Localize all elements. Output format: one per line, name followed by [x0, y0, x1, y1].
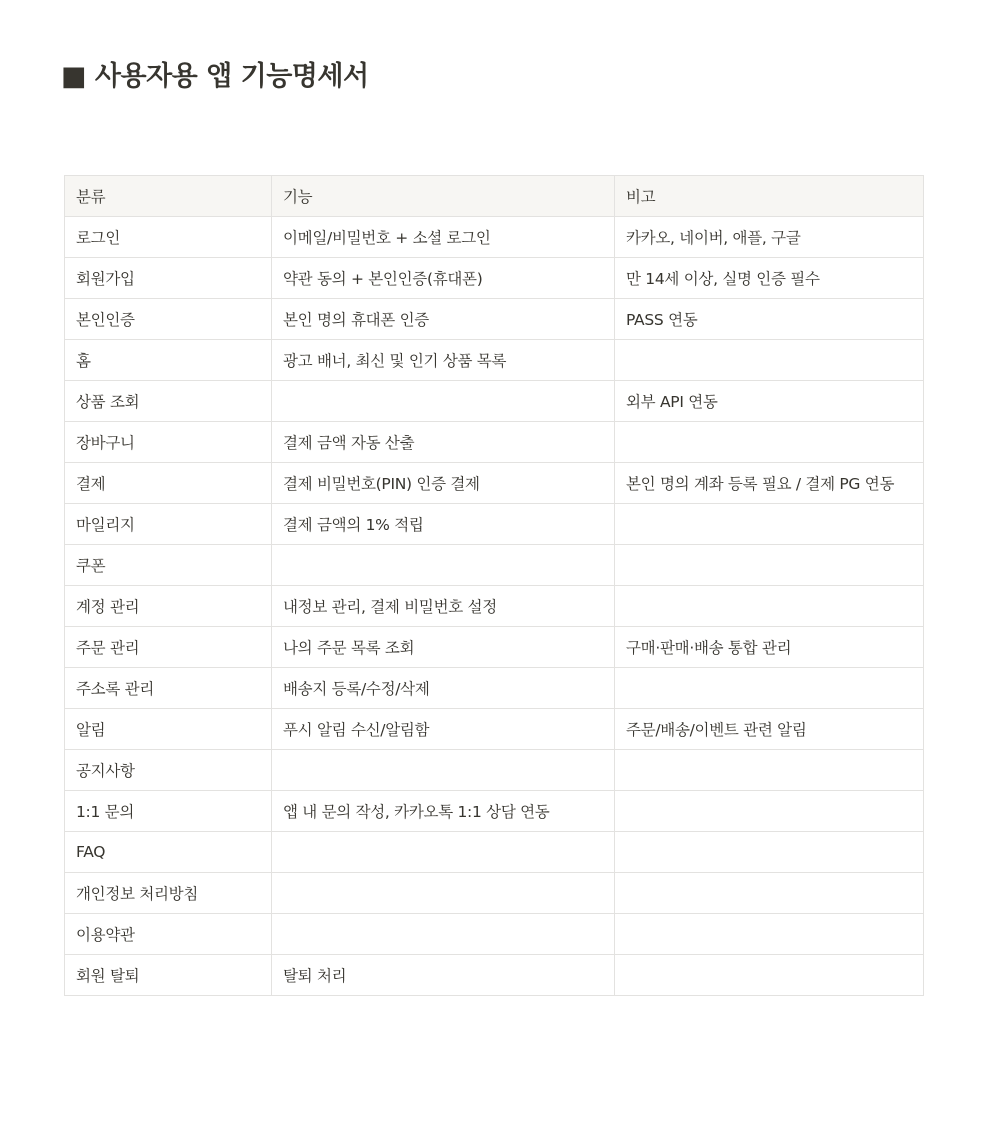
- cell-category: 주문 관리: [65, 627, 272, 668]
- cell-note: 카카오, 네이버, 애플, 구글: [615, 217, 924, 258]
- table-row: [65, 914, 924, 955]
- table-row: [65, 217, 924, 258]
- cell-category: 회원가입: [65, 258, 272, 299]
- cell-feature: 나의 주문 목록 조회: [272, 627, 615, 668]
- cell-note: [615, 832, 924, 873]
- cell-category: 1:1 문의: [65, 791, 272, 832]
- table-row: [65, 299, 924, 340]
- feature-spec-table: [64, 175, 924, 996]
- cell-category: 결제: [65, 463, 272, 504]
- cell-feature: 약관 동의 + 본인인증(휴대폰): [272, 258, 615, 299]
- table-row: [65, 381, 924, 422]
- cell-feature: 결제 금액 자동 산출: [272, 422, 615, 463]
- table-row: [65, 258, 924, 299]
- cell-note: [615, 914, 924, 955]
- cell-feature: 푸시 알림 수신/알림함: [272, 709, 615, 750]
- cell-category: FAQ: [65, 832, 272, 873]
- table-row: [65, 627, 924, 668]
- cell-note: 주문/배송/이벤트 관련 알림: [615, 709, 924, 750]
- header-note: 비고: [615, 176, 924, 217]
- cell-feature: 내정보 관리, 결제 비밀번호 설정: [272, 586, 615, 627]
- cell-note: [615, 750, 924, 791]
- cell-note: 본인 명의 계좌 등록 필요 / 결제 PG 연동: [615, 463, 924, 504]
- cell-note: [615, 545, 924, 586]
- cell-feature: [272, 750, 615, 791]
- cell-feature: 배송지 등록/수정/삭제: [272, 668, 615, 709]
- table-row: [65, 463, 924, 504]
- cell-feature: 결제 금액의 1% 적립: [272, 504, 615, 545]
- table-row: [65, 750, 924, 791]
- cell-feature: 광고 배너, 최신 및 인기 상품 목록: [272, 340, 615, 381]
- cell-note: 구매·판매·배송 통합 관리: [615, 627, 924, 668]
- cell-category: 계정 관리: [65, 586, 272, 627]
- cell-note: PASS 연동: [615, 299, 924, 340]
- cell-feature: 앱 내 문의 작성, 카카오톡 1:1 상담 연동: [272, 791, 615, 832]
- cell-feature: [272, 873, 615, 914]
- table-header-row: [65, 176, 924, 217]
- cell-note: [615, 422, 924, 463]
- cell-category: 주소록 관리: [65, 668, 272, 709]
- cell-note: [615, 340, 924, 381]
- cell-category: 상품 조회: [65, 381, 272, 422]
- table-row: [65, 586, 924, 627]
- cell-category: 개인정보 처리방침: [65, 873, 272, 914]
- cell-feature: 이메일/비밀번호 + 소셜 로그인: [272, 217, 615, 258]
- header-feature: 기능: [272, 176, 615, 217]
- cell-feature: 결제 비밀번호(PIN) 인증 결제: [272, 463, 615, 504]
- cell-feature: [272, 381, 615, 422]
- cell-category: 로그인: [65, 217, 272, 258]
- page-title: ■ 사용자용 앱 기능명세서: [61, 61, 369, 92]
- cell-category: 회원 탈퇴: [65, 955, 272, 996]
- cell-feature: 탈퇴 처리: [272, 955, 615, 996]
- cell-category: 이용약관: [65, 914, 272, 955]
- table-row: [65, 504, 924, 545]
- cell-note: 외부 API 연동: [615, 381, 924, 422]
- cell-feature: [272, 914, 615, 955]
- cell-category: 쿠폰: [65, 545, 272, 586]
- cell-note: [615, 504, 924, 545]
- table-row: [65, 668, 924, 709]
- table-row: [65, 791, 924, 832]
- table-row: [65, 422, 924, 463]
- cell-category: 홈: [65, 340, 272, 381]
- cell-category: 공지사항: [65, 750, 272, 791]
- cell-category: 본인인증: [65, 299, 272, 340]
- table-row: [65, 832, 924, 873]
- cell-note: [615, 873, 924, 914]
- table-row: [65, 340, 924, 381]
- cell-feature: 본인 명의 휴대폰 인증: [272, 299, 615, 340]
- table-row: [65, 873, 924, 914]
- cell-category: 장바구니: [65, 422, 272, 463]
- cell-note: [615, 668, 924, 709]
- header-category: 분류: [65, 176, 272, 217]
- table-row: [65, 709, 924, 750]
- cell-feature: [272, 832, 615, 873]
- cell-note: [615, 791, 924, 832]
- cell-category: 마일리지: [65, 504, 272, 545]
- table-row: [65, 545, 924, 586]
- table-row: [65, 955, 924, 996]
- cell-category: 알림: [65, 709, 272, 750]
- cell-note: 만 14세 이상, 실명 인증 필수: [615, 258, 924, 299]
- cell-feature: [272, 545, 615, 586]
- cell-note: [615, 955, 924, 996]
- cell-note: [615, 586, 924, 627]
